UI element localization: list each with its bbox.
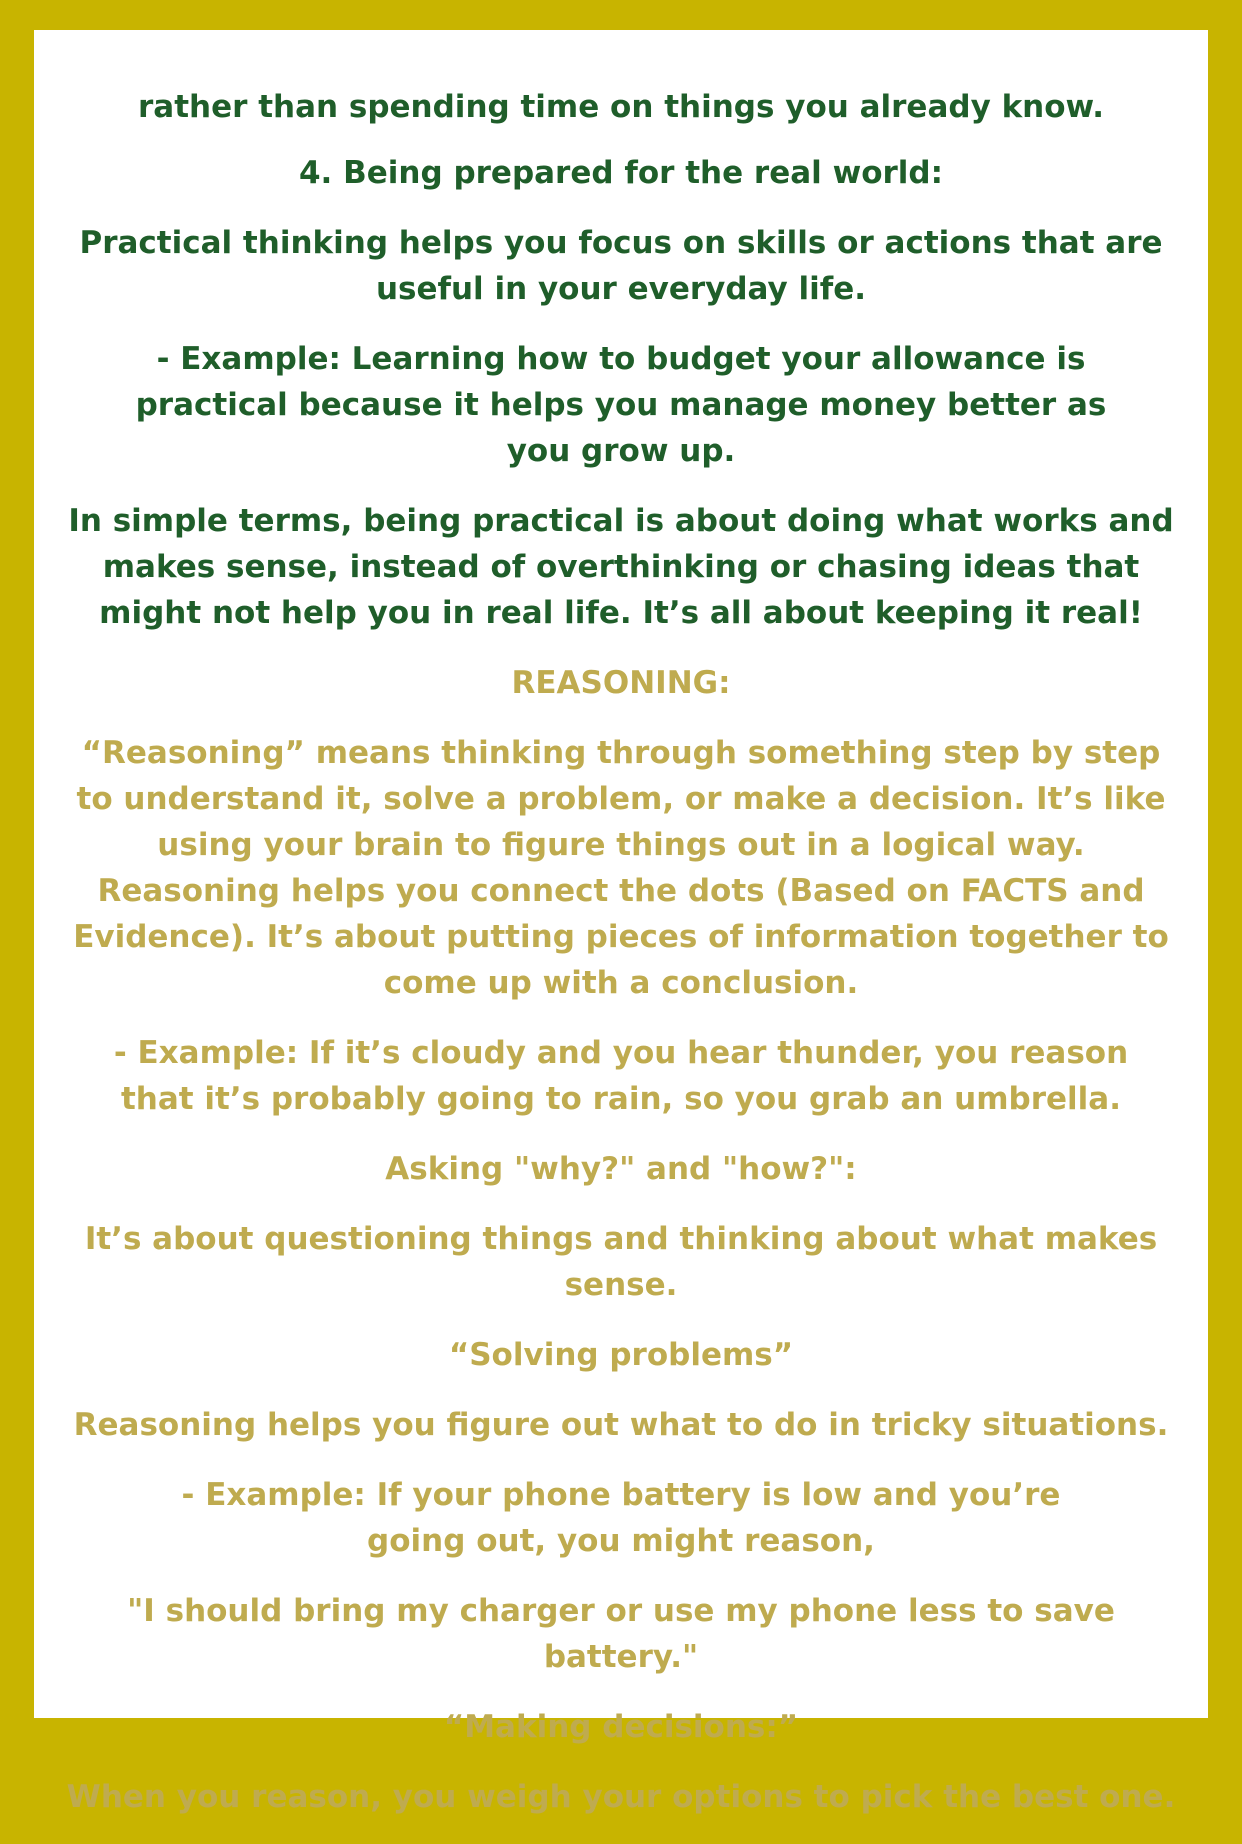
solving-example: - Example: If your phone battery is low and you’re going out, you might reason, bbox=[181, 1477, 1061, 1559]
asking-heading: Asking "why?" and "how?": bbox=[385, 1151, 857, 1187]
practical-summary: In simple terms, being practical is about doing what works and makes sense, instead of overthinking or chasing ideas that might not help you in real life. It’s all about keeping it real! bbox=[68, 503, 1174, 631]
deciding-body: When you reason, you weigh your options to pick the best one. bbox=[66, 1779, 1176, 1815]
reasoning-definition: “Reasoning” means thinking through something step by step to understand it, solve a problem, or make a decision. It’s like using your brain to figure things out in a logical way. Reasoning helps you connect the dots (Based on FACTS and Evidence). It’s about putting pieces of information together to come up with a conclusion. bbox=[73, 735, 1169, 1001]
point4-heading: 4. Being prepared for the real world: bbox=[298, 155, 944, 191]
continued-line: rather than spending time on things you already know. bbox=[138, 89, 1104, 125]
solving-heading: “Solving problems” bbox=[448, 1337, 794, 1373]
deciding-heading: “Making decisions:” bbox=[443, 1709, 799, 1745]
asking-body: It’s about questioning things and thinking about what makes sense. bbox=[84, 1221, 1158, 1303]
solving-quote: "I should bring my charger or use my phone less to save battery." bbox=[127, 1593, 1115, 1675]
document-page bbox=[34, 30, 1208, 1815]
document-content bbox=[58, 84, 1184, 1844]
point4-example: - Example: Learning how to budget your allowance is practical because it helps you manage money better as you grow up. bbox=[135, 341, 1107, 469]
reasoning-definition-example: - Example: If it’s cloudy and you hear thunder, you reason that it’s probably going to rain, so you grab an umbrella. bbox=[113, 1035, 1129, 1117]
solving-body: Reasoning helps you figure out what to do in tricky situations. bbox=[73, 1407, 1169, 1443]
reasoning-heading: REASONING: bbox=[511, 665, 731, 701]
point4-body: Practical thinking helps you focus on skills or actions that are useful in your everyday life. bbox=[79, 225, 1163, 307]
